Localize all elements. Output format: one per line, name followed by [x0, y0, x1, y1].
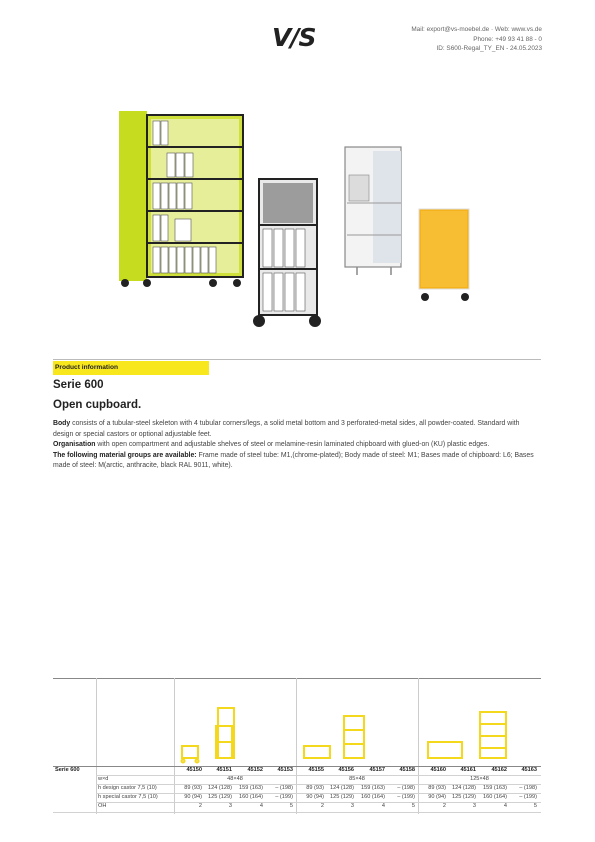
- materials-paragraph: The following material groups are available: Frame made of steel tube: M1,(chrome-plated); Body made of steel: M1; Bases made of chipboard: L6; Bases made of steel: M(arctic, anthracite, black RAL 9011, white).: [53, 451, 534, 469]
- lime-cupboard-illustration: [119, 111, 243, 287]
- oh-cell-9: 3: [472, 803, 476, 809]
- section-divider: [53, 359, 541, 360]
- h-design-cell-9: 124 (128): [452, 785, 476, 791]
- product-title: Open cupboard.: [53, 399, 142, 411]
- h-design-cell-2: 159 (163): [239, 785, 263, 791]
- article-number-5: 45156: [338, 767, 354, 773]
- width-group-85: 85×48: [349, 776, 365, 782]
- h-design-cell-3: – (198): [275, 785, 293, 791]
- contact-mail-web: Mail: export@vs-moebel.de · Web: www.vs.de: [411, 26, 542, 33]
- contact-info: [411, 25, 542, 54]
- h-design-cell-6: 159 (163): [361, 785, 385, 791]
- article-number-9: 45161: [460, 767, 476, 773]
- document-id: ID: S600-Regal_TY_EN - 24.05.2023: [436, 45, 542, 52]
- article-number-1: 45151: [216, 767, 232, 773]
- article-number-4: 45155: [308, 767, 324, 773]
- body-paragraph: Body consists of a tubular-steel skeleton with 4 tubular corners/legs, a solid metal bottom and 3 perforated-metal sides, all powder-coated. Standard with design or special castors or optional adjustable feet.: [53, 420, 520, 438]
- h-special-cell-6: 160 (164): [361, 794, 385, 800]
- organisation-paragraph: Organisation with open compartment and adjustable shelves of steel or melamine-resin laminated chipboard with glued-on (KU) plastic edges.: [53, 441, 490, 448]
- h-design-cell-7: – (198): [397, 785, 415, 791]
- width-group-48: 48×48: [227, 776, 243, 782]
- h-design-cell-0: 89 (93): [184, 785, 202, 791]
- h-special-cell-10: 160 (164): [483, 794, 507, 800]
- product-description: [53, 419, 541, 472]
- h-special-cell-2: 160 (164): [239, 794, 263, 800]
- oh-cell-8: 2: [442, 803, 446, 809]
- white-cupboard-illustration: [345, 147, 401, 275]
- oh-cell-2: 4: [259, 803, 263, 809]
- orange-cupboard-illustration: [419, 209, 469, 301]
- grey-cupboard-illustration: [253, 179, 321, 327]
- section-label: Product information: [53, 361, 209, 375]
- h-special-cell-9: 125 (129): [452, 794, 476, 800]
- h-special-cell-11: – (199): [519, 794, 537, 800]
- article-number-7: 45158: [399, 767, 415, 773]
- h-design-cell-10: 159 (163): [483, 785, 507, 791]
- h-special-cell-5: 125 (129): [330, 794, 354, 800]
- oh-cell-6: 4: [381, 803, 385, 809]
- vs-logo: V/S: [272, 23, 316, 52]
- article-number-0: 45150: [186, 767, 202, 773]
- oh-cell-5: 3: [350, 803, 354, 809]
- size-icons: [174, 686, 541, 766]
- oh-cell-10: 4: [503, 803, 507, 809]
- oh-cell-11: 5: [533, 803, 537, 809]
- oh-cell-0: 2: [198, 803, 202, 809]
- h-design-cell-11: – (198): [519, 785, 537, 791]
- h-special-cell-1: 125 (129): [208, 794, 232, 800]
- icon-45150: [182, 746, 199, 763]
- article-number-3: 45153: [277, 767, 293, 773]
- h-design-cell-1: 124 (128): [208, 785, 232, 791]
- row-label-h-special: h special castor 7,5 (10): [98, 794, 158, 800]
- icon-45155: [304, 746, 330, 758]
- row-label-wd: w×d: [98, 776, 109, 782]
- article-number-6: 45157: [369, 767, 385, 773]
- icon-45160: [428, 742, 462, 758]
- article-number-11: 45163: [521, 767, 537, 773]
- row-label-oh: OH: [98, 803, 107, 809]
- article-number-8: 45160: [430, 767, 446, 773]
- h-special-cell-0: 90 (94): [184, 794, 202, 800]
- h-design-cell-8: 89 (93): [428, 785, 446, 791]
- spec-series-label: Serie 600: [55, 767, 80, 773]
- h-special-cell-8: 90 (94): [428, 794, 446, 800]
- oh-cell-1: 3: [228, 803, 232, 809]
- width-group-125: 125×48: [470, 776, 489, 782]
- article-number-10: 45162: [491, 767, 507, 773]
- h-special-cell-7: – (199): [397, 794, 415, 800]
- h-design-cell-4: 89 (93): [306, 785, 324, 791]
- oh-cell-4: 2: [320, 803, 324, 809]
- h-special-cell-4: 90 (94): [306, 794, 324, 800]
- spec-table: [53, 678, 541, 818]
- series-name: Serie 600: [53, 379, 104, 391]
- icon-45156: [344, 716, 364, 758]
- oh-cell-3: 5: [289, 803, 293, 809]
- oh-cell-7: 5: [411, 803, 415, 809]
- row-label-h-design: h design castor 7,5 (10): [98, 785, 157, 791]
- contact-phone: Phone: +49 93 41 88 - 0: [473, 35, 542, 43]
- icon-45162: [480, 712, 506, 758]
- article-number-2: 45152: [247, 767, 263, 773]
- product-photo: [95, 85, 515, 345]
- h-special-cell-3: – (199): [275, 794, 293, 800]
- h-design-cell-5: 124 (128): [330, 785, 354, 791]
